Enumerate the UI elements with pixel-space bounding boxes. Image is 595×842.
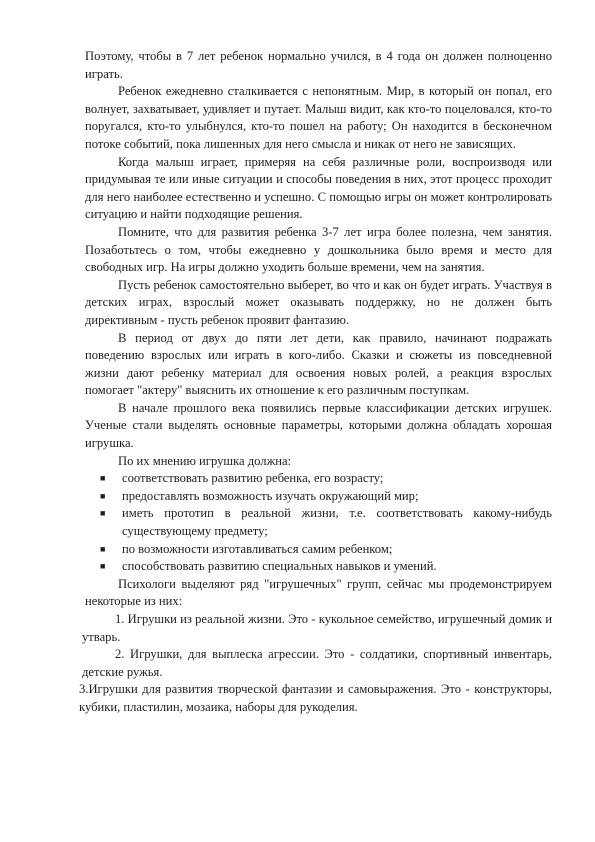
list-item-text: соответствовать развитию ребенка, его возрасту; <box>122 471 384 486</box>
group-item-aggression: 2. Игрушки, для выплеска агрессии. Это - солдатики, спортивный инвентарь, детские ружья. <box>82 647 552 679</box>
paragraph-remember: Помните, что для развития ребенка 3-7 лет игра более полезна, чем занятия. Позаботьтесь о том, чтобы ежедневно у дошкольника было время и место для свободных игр. На игры должно уходить больше времени, чем на занятия. <box>85 224 552 275</box>
group-item-creativity: 3.Игрушки для развития творческой фантазии и самовыражения. Это - конструкторы, кубики, пластилин, мозаика, наборы для рукоделия. <box>79 682 552 714</box>
list-item-text: способствовать развитию специальных навыков и умений. <box>122 559 437 574</box>
paragraph-groups-intro: Психологи выделяют ряд "игрушечных" групп, сейчас мы продемонстрируем некоторые из них: <box>85 576 552 609</box>
bullet-icon: ■ <box>100 473 106 484</box>
bullet-icon: ■ <box>100 561 106 572</box>
bullet-icon: ■ <box>100 508 106 519</box>
bullet-icon: ■ <box>100 490 106 501</box>
group-item-real-life: 1. Игрушки из реальной жизни. Это - кукольное семейство, игрушечный домик и утварь. <box>82 612 552 644</box>
list-item-text: предоставлять возможность изучать окружающий мир; <box>122 488 419 503</box>
bullet-icon: ■ <box>100 543 106 554</box>
paragraph-imitation: В период от двух до пяти лет дети, как правило, начинают подражать поведению взрослых или играть в кого-либо. Сказки и сюжеты из повседневной жизни дают ребенку материал для освоения новых ролей, а реакция взрослых помогает "актеру" выяснить их отношение к его различным поступкам. <box>85 330 552 398</box>
paragraph-roles: Когда малыш играет, примеряя на себя различные роли, воспроизводя или придумывая те или иные ситуации и способы поведения в них, этот процесс проходит для него наиболее естественно и успешно. С помощью игры он может контролировать ситуацию и найти подходящие решения. <box>85 154 552 222</box>
paragraph-choice: Пусть ребенок самостоятельно выберет, во что и как он будет играть. Участвуя в детских играх, взрослый может оказывать поддержку, но не должен быть директивным - пусть ребенок проявит фантазию. <box>85 277 552 327</box>
list-item <box>85 505 552 540</box>
list-item-text: иметь прототип в реальной жизни, т.е. соответствовать какому-нибудь существующему предмету; <box>122 506 552 539</box>
paragraph-world: Ребенок ежедневно сталкивается с непонятным. Мир, в который он попал, его волнует, захватывает, удивляет и путает. Малыш видит, как кто-то поцеловался, кто-то поругался, кто-то улыбнулся, кто-то пошел на работу; Он находится в бесконечном потоке событий, пока лишенных для него смысла и никак от него не зависящих. <box>85 84 552 151</box>
list-item-text: по возможности изготавливаться самим ребенком; <box>122 541 393 556</box>
paragraph-classification: В начале прошлого века появились первые классификации детских игрушек. Ученые стали выделять основные параметры, которыми должна обладать хорошая игрушка. <box>85 400 552 451</box>
list-item <box>85 558 552 576</box>
paragraph-intro: Поэтому, чтобы в 7 лет ребенок нормально учился, в 4 года он должен полноценно играть. <box>85 49 552 81</box>
paragraph-criteria-intro: По их мнению игрушка должна: <box>118 453 292 468</box>
list-item <box>85 488 552 506</box>
criteria-list <box>85 470 552 576</box>
list-item <box>85 470 552 488</box>
list-item <box>85 541 552 559</box>
